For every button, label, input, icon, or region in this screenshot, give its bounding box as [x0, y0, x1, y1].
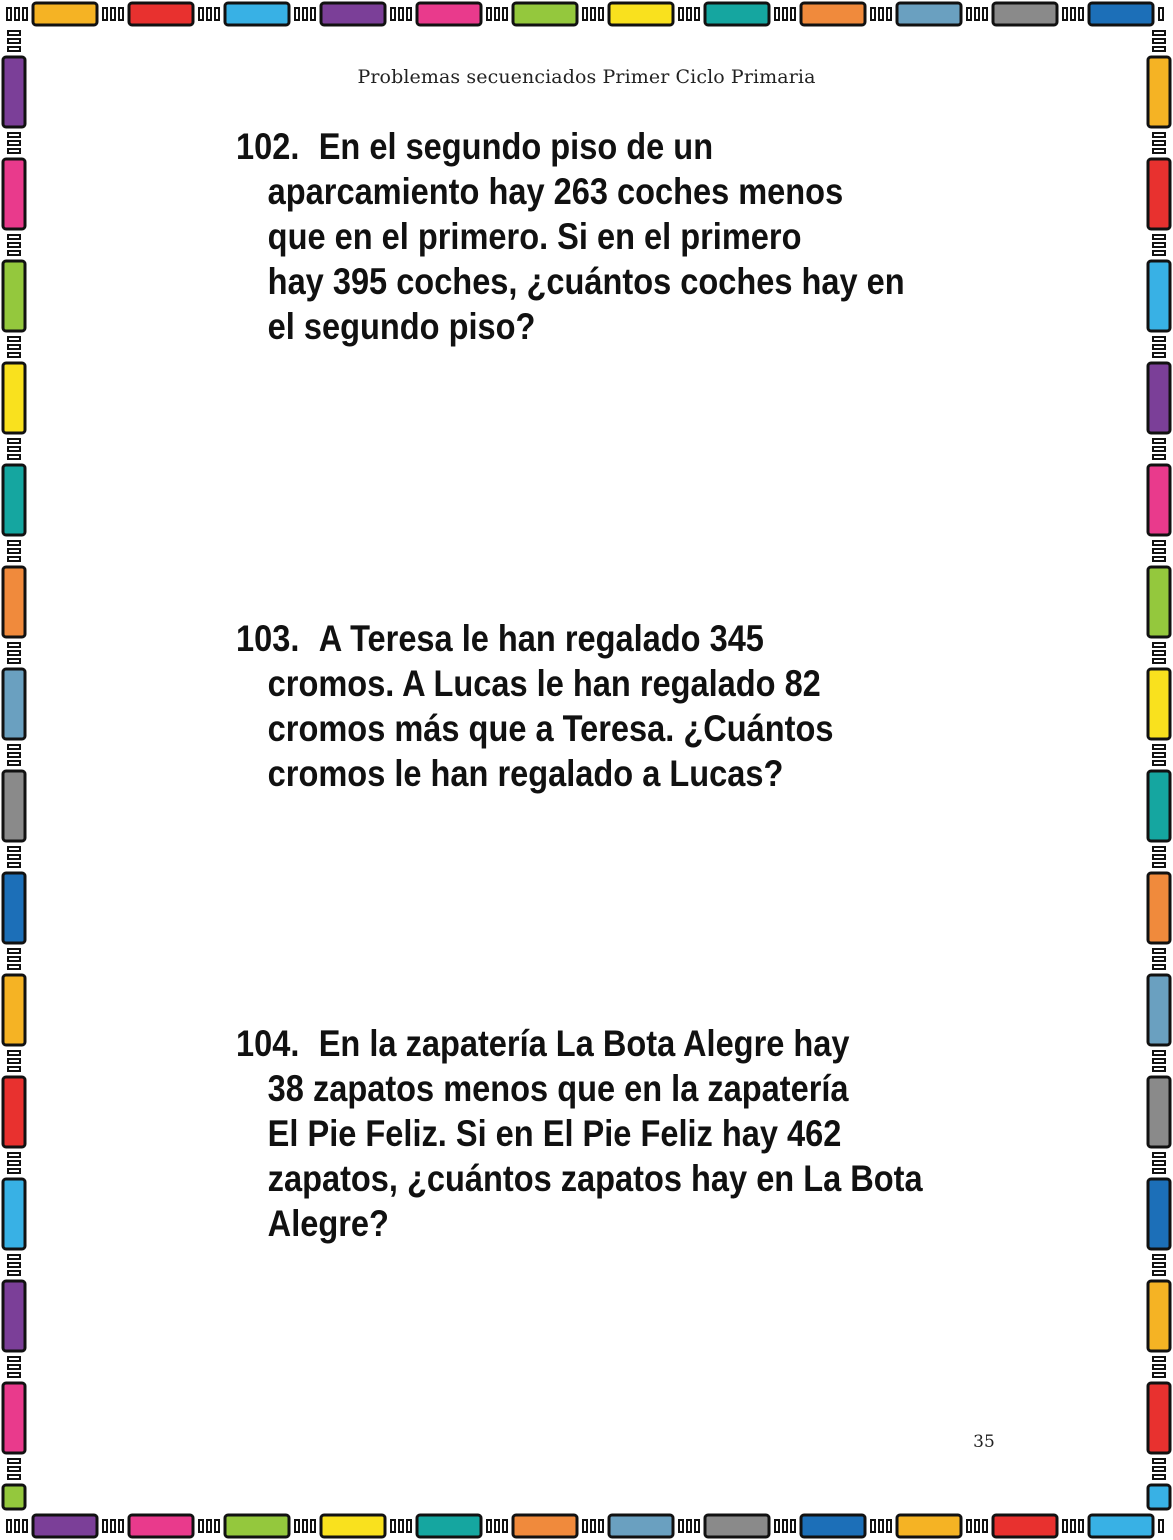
- border-tick: [495, 1520, 499, 1532]
- border-tick: [391, 1520, 395, 1532]
- border-tick: [879, 1520, 883, 1532]
- border-tick: [8, 863, 20, 867]
- border-segment: [1148, 363, 1170, 433]
- border-segment: [417, 3, 481, 25]
- border-segment: [1089, 1515, 1153, 1537]
- border-tick: [791, 8, 795, 20]
- border-segment: [609, 3, 673, 25]
- border-tick: [8, 1271, 20, 1275]
- border-tick: [15, 8, 19, 20]
- border-tick: [8, 235, 20, 239]
- problem-number: 103.: [236, 618, 300, 659]
- border-tick: [1153, 447, 1165, 451]
- border-segment: [1148, 1077, 1170, 1147]
- problem-text: En el segundo piso de un: [318, 126, 714, 167]
- border-tick: [1153, 1365, 1165, 1369]
- border-segment: [801, 3, 865, 25]
- border-tick: [1153, 1357, 1165, 1361]
- problem-line: cromos más que a Teresa. ¿Cuántos: [267, 708, 834, 749]
- border-segment: [33, 1515, 97, 1537]
- border-tick: [1153, 31, 1165, 35]
- problem-number: 104.: [236, 1023, 300, 1064]
- border-segment: [3, 1077, 25, 1147]
- border-tick: [975, 1520, 979, 1532]
- border-segment: [3, 975, 25, 1045]
- border-tick: [8, 1475, 20, 1479]
- border-tick: [1153, 235, 1165, 239]
- problem-line: Alegre?: [267, 1203, 389, 1244]
- border-tick: [1159, 8, 1163, 20]
- border-tick: [887, 1520, 891, 1532]
- border-segment: [3, 669, 25, 739]
- border-tick: [111, 1520, 115, 1532]
- border-tick: [8, 439, 20, 443]
- problem-text: En la zapatería La Bota Alegre hay: [318, 1023, 850, 1064]
- border-segment: [513, 3, 577, 25]
- border-tick: [583, 8, 587, 20]
- border-tick: [591, 1520, 595, 1532]
- border-tick: [1153, 1169, 1165, 1173]
- border-segment: [3, 873, 25, 943]
- border-segment: [3, 159, 25, 229]
- border-tick: [8, 1467, 20, 1471]
- border-segment: [129, 3, 193, 25]
- border-segment: [897, 3, 961, 25]
- border-tick: [8, 455, 20, 459]
- border-tick: [775, 1520, 779, 1532]
- border-tick: [103, 1520, 107, 1532]
- border-tick: [8, 1263, 20, 1267]
- border-segment: [225, 3, 289, 25]
- border-tick: [8, 39, 20, 43]
- border-tick: [599, 1520, 603, 1532]
- border-tick: [975, 8, 979, 20]
- border-tick: [695, 1520, 699, 1532]
- border-tick: [1153, 651, 1165, 655]
- border-segment: [1148, 1485, 1170, 1509]
- border-tick: [7, 8, 11, 20]
- border-tick: [8, 651, 20, 655]
- border-tick: [8, 1365, 20, 1369]
- border-tick: [871, 1520, 875, 1532]
- border-segment: [129, 1515, 193, 1537]
- border-tick: [695, 8, 699, 20]
- border-tick: [1153, 659, 1165, 663]
- border-tick: [8, 557, 20, 561]
- border-tick: [8, 1255, 20, 1259]
- border-segment: [1148, 261, 1170, 331]
- border-tick: [8, 957, 20, 961]
- border-tick: [407, 1520, 411, 1532]
- border-segment: [321, 1515, 385, 1537]
- border-segment: [705, 1515, 769, 1537]
- border-tick: [303, 8, 307, 20]
- border-tick: [1153, 353, 1165, 357]
- border-segment: [993, 1515, 1057, 1537]
- border-segment: [993, 3, 1057, 25]
- border-tick: [8, 949, 20, 953]
- border-tick: [8, 1161, 20, 1165]
- border-segment: [225, 1515, 289, 1537]
- border-tick: [8, 353, 20, 357]
- problem-104: [236, 1021, 976, 1246]
- border-tick: [8, 337, 20, 341]
- border-tick: [8, 47, 20, 51]
- border-tick: [503, 8, 507, 20]
- border-tick: [503, 1520, 507, 1532]
- problem-line: aparcamiento hay 263 coches menos: [267, 171, 844, 212]
- border-tick: [599, 8, 603, 20]
- border-tick: [783, 1520, 787, 1532]
- border-tick: [1153, 863, 1165, 867]
- border-tick: [1153, 1373, 1165, 1377]
- border-tick: [1079, 8, 1083, 20]
- border-tick: [1153, 643, 1165, 647]
- border-tick: [8, 1067, 20, 1071]
- border-tick: [399, 1520, 403, 1532]
- border-segment: [513, 1515, 577, 1537]
- problem-line: zapatos, ¿cuántos zapatos hay en La Bota: [267, 1158, 923, 1199]
- border-tick: [1153, 251, 1165, 255]
- problem-line: cromos. A Lucas le han regalado 82: [267, 663, 821, 704]
- border-tick: [311, 8, 315, 20]
- border-tick: [591, 8, 595, 20]
- border-tick: [967, 1520, 971, 1532]
- problem-line: [236, 616, 887, 661]
- border-tick: [1063, 1520, 1067, 1532]
- border-tick: [1153, 149, 1165, 153]
- border-segment: [1148, 567, 1170, 637]
- border-tick: [583, 1520, 587, 1532]
- border-tick: [215, 8, 219, 20]
- border-tick: [887, 8, 891, 20]
- border-tick: [1153, 1153, 1165, 1157]
- border-tick: [687, 1520, 691, 1532]
- border-tick: [8, 541, 20, 545]
- border-tick: [8, 761, 20, 765]
- problem-line: cromos le han regalado a Lucas?: [267, 753, 784, 794]
- border-segment: [1148, 465, 1170, 535]
- border-tick: [8, 1357, 20, 1361]
- border-tick: [23, 1520, 27, 1532]
- border-tick: [8, 31, 20, 35]
- border-tick: [23, 8, 27, 20]
- border-tick: [391, 8, 395, 20]
- border-tick: [1153, 557, 1165, 561]
- border-tick: [311, 1520, 315, 1532]
- border-tick: [1079, 1520, 1083, 1532]
- border-tick: [1153, 1263, 1165, 1267]
- border-tick: [103, 8, 107, 20]
- problem-text: A Teresa le han regalado 345: [318, 618, 764, 659]
- border-tick: [1153, 949, 1165, 953]
- border-tick: [879, 8, 883, 20]
- border-tick: [8, 549, 20, 553]
- border-segment: [1148, 669, 1170, 739]
- border-segment: [1089, 3, 1153, 25]
- border-tick: [791, 1520, 795, 1532]
- border-tick: [1153, 133, 1165, 137]
- border-tick: [1153, 1459, 1165, 1463]
- border-tick: [303, 1520, 307, 1532]
- border-segment: [1148, 873, 1170, 943]
- border-tick: [399, 8, 403, 20]
- border-tick: [1153, 439, 1165, 443]
- border-segment: [609, 1515, 673, 1537]
- border-tick: [1153, 1475, 1165, 1479]
- border-tick: [1153, 855, 1165, 859]
- problem-line: que en el primero. Si en el primero: [267, 216, 802, 257]
- border-tick: [1153, 549, 1165, 553]
- border-tick: [1153, 455, 1165, 459]
- border-segment: [3, 1281, 25, 1351]
- border-tick: [8, 141, 20, 145]
- border-tick: [1153, 345, 1165, 349]
- border-tick: [119, 1520, 123, 1532]
- border-tick: [775, 8, 779, 20]
- border-tick: [295, 1520, 299, 1532]
- border-tick: [8, 243, 20, 247]
- border-tick: [871, 8, 875, 20]
- border-tick: [8, 251, 20, 255]
- border-segment: [3, 771, 25, 841]
- problem-line: 38 zapatos menos que en la zapatería: [267, 1068, 849, 1109]
- border-tick: [407, 8, 411, 20]
- border-tick: [8, 345, 20, 349]
- border-tick: [1071, 8, 1075, 20]
- border-tick: [1153, 745, 1165, 749]
- border-tick: [8, 1169, 20, 1173]
- border-tick: [1153, 47, 1165, 51]
- problem-103: [236, 616, 976, 796]
- page-number: 35: [973, 1432, 995, 1452]
- border-segment: [1148, 1281, 1170, 1351]
- border-segment: [1148, 975, 1170, 1045]
- border-tick: [1153, 965, 1165, 969]
- border-tick: [983, 8, 987, 20]
- problem-line: el segundo piso?: [267, 306, 536, 347]
- border-segment: [1148, 159, 1170, 229]
- border-tick: [1153, 1255, 1165, 1259]
- border-tick: [8, 1459, 20, 1463]
- border-tick: [967, 8, 971, 20]
- border-tick: [8, 447, 20, 451]
- border-tick: [295, 8, 299, 20]
- border-tick: [1153, 1059, 1165, 1063]
- border-tick: [679, 8, 683, 20]
- border-tick: [1153, 761, 1165, 765]
- border-tick: [1153, 1051, 1165, 1055]
- border-segment: [3, 567, 25, 637]
- running-header: Problemas secuenciados Primer Ciclo Primaria: [357, 66, 816, 88]
- border-tick: [199, 1520, 203, 1532]
- border-tick: [7, 1520, 11, 1532]
- border-tick: [1071, 1520, 1075, 1532]
- border-tick: [8, 965, 20, 969]
- border-tick: [207, 1520, 211, 1532]
- border-segment: [33, 3, 97, 25]
- border-tick: [1153, 753, 1165, 757]
- border-segment: [3, 363, 25, 433]
- border-tick: [8, 133, 20, 137]
- border-tick: [215, 1520, 219, 1532]
- border-tick: [111, 8, 115, 20]
- border-tick: [8, 1373, 20, 1377]
- border-tick: [8, 855, 20, 859]
- border-tick: [1159, 1520, 1163, 1532]
- border-tick: [119, 8, 123, 20]
- problem-102: [236, 124, 976, 349]
- border-tick: [1063, 8, 1067, 20]
- border-segment: [3, 261, 25, 331]
- border-segment: [1148, 1179, 1170, 1249]
- border-tick: [1153, 1271, 1165, 1275]
- border-tick: [207, 8, 211, 20]
- border-segment: [3, 1383, 25, 1453]
- border-tick: [687, 8, 691, 20]
- border-tick: [1153, 957, 1165, 961]
- border-tick: [8, 659, 20, 663]
- border-segment: [801, 1515, 865, 1537]
- border-tick: [8, 149, 20, 153]
- border-tick: [495, 8, 499, 20]
- border-tick: [487, 8, 491, 20]
- border-tick: [1153, 1067, 1165, 1071]
- border-segment: [417, 1515, 481, 1537]
- border-tick: [8, 1059, 20, 1063]
- problem-line: El Pie Feliz. Si en El Pie Feliz hay 462: [267, 1113, 842, 1154]
- border-tick: [1153, 243, 1165, 247]
- border-tick: [1153, 1161, 1165, 1165]
- border-tick: [8, 745, 20, 749]
- border-tick: [1153, 337, 1165, 341]
- border-tick: [487, 1520, 491, 1532]
- border-segment: [705, 3, 769, 25]
- border-tick: [8, 1051, 20, 1055]
- border-segment: [1148, 771, 1170, 841]
- border-tick: [1153, 1467, 1165, 1471]
- border-segment: [321, 3, 385, 25]
- border-tick: [15, 1520, 19, 1532]
- border-segment: [897, 1515, 961, 1537]
- border-tick: [679, 1520, 683, 1532]
- border-segment: [3, 1179, 25, 1249]
- border-segment: [3, 1485, 25, 1509]
- problem-line: [236, 1021, 887, 1066]
- border-tick: [1153, 141, 1165, 145]
- border-tick: [8, 753, 20, 757]
- border-segment: [3, 465, 25, 535]
- problem-line: hay 395 coches, ¿cuántos coches hay en: [267, 261, 905, 302]
- border-tick: [783, 8, 787, 20]
- border-tick: [8, 847, 20, 851]
- border-segment: [1148, 1383, 1170, 1453]
- border-tick: [199, 8, 203, 20]
- border-tick: [983, 1520, 987, 1532]
- border-tick: [1153, 847, 1165, 851]
- problem-number: 102.: [236, 126, 300, 167]
- border-tick: [1153, 39, 1165, 43]
- border-tick: [8, 643, 20, 647]
- problem-line: [236, 124, 887, 169]
- border-tick: [1153, 541, 1165, 545]
- border-tick: [8, 1153, 20, 1157]
